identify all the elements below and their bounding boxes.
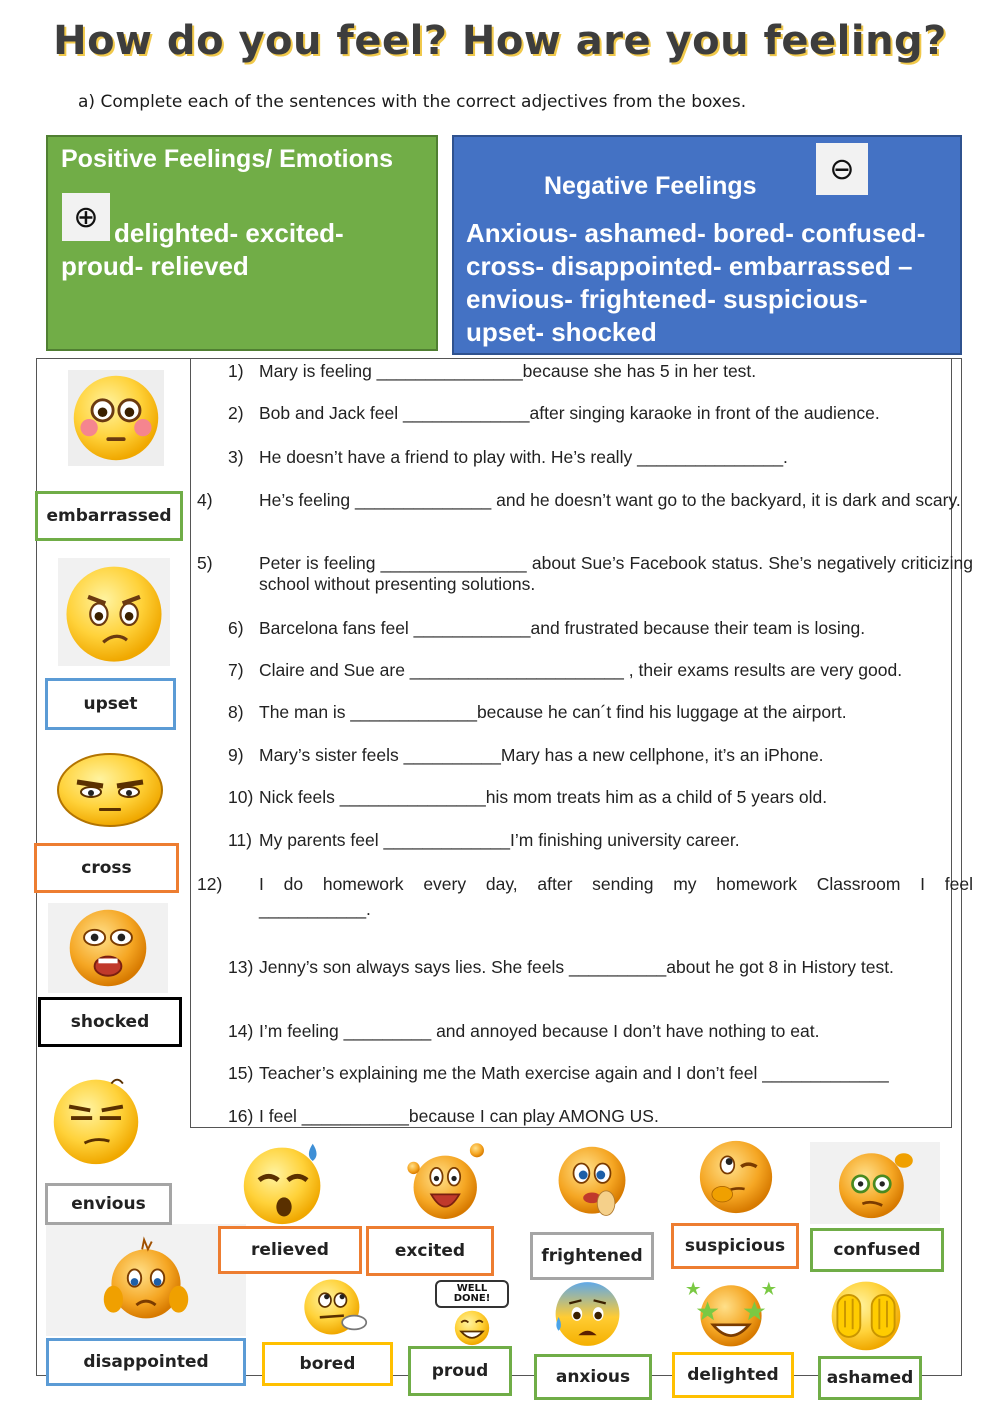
suspicious-emoji-icon [692, 1134, 780, 1220]
sentence-text: Nick feels _______________his mom treats him as a child of 5 years old. [259, 787, 828, 807]
sentence-number: 5) [197, 553, 213, 573]
proud-emoji-icon [432, 1280, 512, 1346]
negative-words: Anxious- ashamed- bored- confused- cross- disappointed- embarrassed – envious- frightened- suspicious- upset- shocked [466, 218, 926, 347]
sentence-text: Teacher’s explaining me the Math exercise again and I don’t feel _____________ [259, 1063, 889, 1083]
sentence-number: 9) [228, 745, 244, 765]
sentence-item [228, 618, 942, 639]
ashamed-emoji-icon [818, 1274, 914, 1356]
sentence-number: 16) [228, 1106, 254, 1126]
sentence-item [228, 447, 942, 468]
anxious-emoji-icon [548, 1276, 624, 1352]
sentence-text: The man is _____________because he can´t find his luggage at the airport. [259, 702, 847, 722]
positive-box-title: Positive Feelings/ Emotions [61, 145, 394, 173]
label-shocked: shocked [38, 997, 182, 1047]
label-ashamed: ashamed [818, 1356, 922, 1400]
sentence-number: 4) [197, 490, 213, 510]
frightened-emoji-icon [546, 1138, 638, 1226]
sentence-number: 3) [228, 447, 244, 467]
sentence-item [228, 1021, 942, 1042]
sentence-text: Mary is feeling _______________because she has 5 in her test. [259, 361, 757, 381]
sentence-item [228, 660, 942, 681]
label-frightened: frightened [530, 1232, 654, 1280]
sentence-item [228, 702, 942, 723]
page-title: How do you feel? How are you feeling? [53, 18, 947, 64]
sentence-number: 6) [228, 618, 244, 638]
sentence-item [228, 361, 942, 382]
sentence-item [197, 553, 973, 595]
sentence-item [228, 830, 942, 851]
plus-circle-icon: ⊕ [62, 193, 110, 241]
negative-feelings-box [452, 135, 962, 355]
shocked-emoji-icon [48, 903, 168, 993]
sentences-frame [190, 358, 952, 1128]
sentence-item [197, 490, 973, 511]
sentence-number: 12) [197, 874, 223, 894]
sentence-text: Peter is feeling _______________ about Sue’s Facebook status. She’s negatively criticizing school without presenting solutions. [259, 553, 973, 594]
label-embarrassed: embarrassed [35, 491, 183, 541]
sentence-number: 13) [228, 957, 254, 977]
sentence-item [228, 745, 942, 766]
label-disappointed: disappointed [46, 1338, 246, 1386]
minus-circle-icon: ⊖ [816, 143, 868, 195]
sentence-text: He’s feeling ______________ and he doesn’t want go to the backyard, it is dark and scary. [259, 490, 961, 510]
label-relieved: relieved [218, 1226, 362, 1274]
sentence-item [228, 1106, 942, 1127]
sentence-item [228, 403, 942, 424]
sentence-number: 15) [228, 1063, 254, 1083]
label-upset: upset [45, 678, 176, 730]
sentence-text: Jenny’s son always says lies. She feels __________about he got 8 in History test. [259, 957, 894, 977]
sentence-text: I do homework every day, after sending my homework Classroom I feel ___________. [259, 874, 973, 919]
disappointed-emoji-icon [46, 1224, 246, 1336]
label-envious: envious [45, 1183, 172, 1225]
sentence-number: 7) [228, 660, 244, 680]
sentence-item [197, 872, 973, 922]
sentence-text: Mary’s sister feels __________Mary has a new cellphone, it’s an iPhone. [259, 745, 824, 765]
well-done-sign: WELL DONE! [435, 1280, 509, 1308]
positive-words-line1: delighted- excited- [114, 218, 344, 248]
label-delighted: delighted [672, 1352, 794, 1398]
instruction-text: a) Complete each of the sentences with the correct adjectives from the boxes. [78, 92, 747, 112]
cross-emoji-icon [55, 752, 165, 828]
sentence-number: 10) [228, 787, 254, 807]
sentence-text: I’m feeling _________ and annoyed because I don’t have nothing to eat. [259, 1021, 820, 1041]
sentence-text: He doesn’t have a friend to play with. He’s really _______________. [259, 447, 788, 467]
label-confused: confused [810, 1228, 944, 1272]
sentence-text: My parents feel _____________I’m finishing university career. [259, 830, 740, 850]
positive-feelings-box [46, 135, 438, 351]
label-suspicious: suspicious [671, 1223, 799, 1269]
label-anxious: anxious [534, 1354, 652, 1400]
label-excited: excited [366, 1226, 494, 1276]
sentence-item [228, 787, 942, 808]
upset-emoji-icon [58, 558, 170, 666]
sentence-number: 8) [228, 702, 244, 722]
confused-emoji-icon [810, 1142, 940, 1224]
excited-emoji-icon [402, 1138, 492, 1226]
sentence-number: 14) [228, 1021, 254, 1041]
bored-emoji-icon [294, 1276, 380, 1338]
sentence-number: 2) [228, 403, 244, 423]
embarrassed-emoji-icon [68, 370, 164, 466]
delighted-emoji-icon [686, 1276, 776, 1352]
label-proud: proud [408, 1346, 512, 1396]
sentence-item [228, 957, 942, 978]
sentence-text: Barcelona fans feel ____________and frustrated because their team is losing. [259, 618, 866, 638]
positive-words-line2: proud- relieved [61, 251, 249, 281]
sentence-number: 1) [228, 361, 244, 381]
envious-emoji-icon [48, 1072, 144, 1168]
label-cross: cross [34, 843, 179, 893]
relieved-emoji-icon [236, 1138, 332, 1228]
negative-box-title: Negative Feelings [544, 172, 757, 200]
label-bored: bored [262, 1342, 393, 1386]
sentence-text: I feel ___________because I can play AMONG US. [259, 1106, 659, 1126]
sentence-text: Bob and Jack feel _____________after singing karaoke in front of the audience. [259, 403, 880, 423]
sentence-number: 11) [228, 830, 252, 850]
sentence-item [228, 1063, 942, 1084]
sentence-text: Claire and Sue are ______________________ , their exams results are very good. [259, 660, 903, 680]
